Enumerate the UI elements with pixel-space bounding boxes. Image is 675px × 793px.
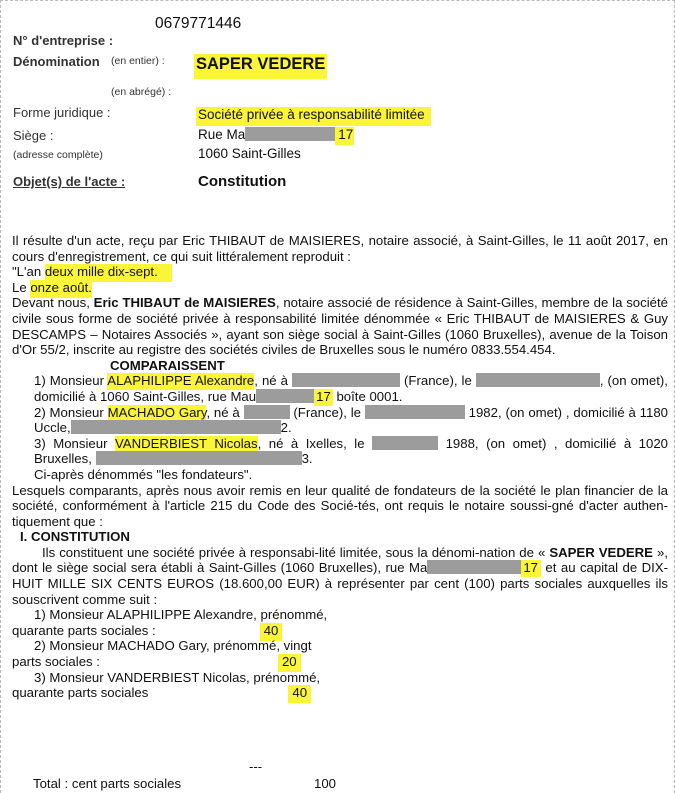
- denomination-label: Dénomination: [13, 54, 100, 69]
- seat-city: 1060 Saint-Gilles: [198, 146, 301, 161]
- notary-paragraph: Devant nous, Eric THIBAUT de MAISIERES, notaire associé de résidence à Saint-Gilles, membre de la société civile sous forme de société privée à responsabilité limitée dénommée « Eric THIBAUT de MAISIERES & Guy DESCAMPS – Notaires Associés », ayant son siège social à Saint-Gilles (1060 Bruxelles), avenue de la Toison d'Or 55/2, inscrite au registre des sociétés civiles de Bruxelles sous le numéro 0833.554.454.: [12, 295, 668, 358]
- redaction-block: [292, 373, 400, 387]
- comparaissent-heading: COMPARAISSENT: [110, 357, 225, 373]
- redaction-block: [476, 373, 600, 387]
- party-2: 2) Monsieur MACHADO Gary, né à (France), le 1982, (on omet) , domicilié à 1180 Uccle, 2.: [34, 404, 668, 436]
- intro-paragraph: Il résulte d'un acte, reçu par Eric THIBAUT de MAISIERES, notaire associé, à Saint-Gilles, le 11 août 2017, en cours d'enregistrement, ce qui suit littéralement reproduit :: [12, 233, 668, 264]
- subscription-3-line: 3) Monsieur VANDERBIEST Nicolas, prénommé,: [34, 669, 321, 685]
- seat-street-number: 17: [335, 127, 354, 145]
- object-label: Objet(s) de l'acte :: [13, 174, 126, 189]
- company-number: 0679771446: [155, 15, 242, 32]
- redaction-block: [96, 451, 302, 465]
- founders-line: Ci-après dénommés "les fondateurs".: [34, 466, 253, 482]
- redaction-block: [71, 420, 281, 434]
- constitution-street-number: 17: [521, 560, 541, 577]
- total-label: Total : cent parts sociales: [33, 776, 182, 791]
- redaction-block: [256, 389, 314, 403]
- subscription-2-shares: parts sociales : 20: [12, 654, 668, 670]
- deed-body: [12, 233, 668, 701]
- company-number-label: N° d'entreprise :: [13, 33, 114, 48]
- subscription-2-count: 20: [278, 654, 301, 672]
- party-3-name: VANDERBIEST Nicolas: [114, 435, 258, 451]
- total-value: 100: [314, 776, 337, 791]
- subscription-2-line: 2) Monsieur MACHADO Gary, prénommé, vingt: [34, 638, 312, 654]
- legal-form-value: Société privée à responsabilité limitée: [196, 107, 431, 126]
- year-line: "L'an deux mille dix-sept.: [12, 264, 668, 280]
- date-line: Le onze août.: [12, 280, 668, 296]
- redaction-block: [244, 405, 290, 419]
- party-1-name: ALAPHILIPPE Alexandre: [107, 373, 255, 389]
- subscription-1-line: 1) Monsieur ALAPHILIPPE Alexandre, prénommé,: [34, 607, 328, 623]
- section-constitution-heading: I. CONSTITUTION: [20, 529, 130, 545]
- redaction-block: [365, 405, 465, 419]
- seat-label: Siège :: [13, 128, 54, 143]
- object-value: Constitution: [198, 173, 287, 190]
- subscription-1-count: 40: [260, 623, 283, 641]
- subscription-3-shares: quarante parts sociales 40: [12, 685, 668, 701]
- founders-request-paragraph: Lesquels comparants, après nous avoir remis en leur qualité de fondateurs de la société le plan financier de la société, conformément à l'article 215 du Code des Socié-tés, ont requis le notaire soussi-gné d'acter authen-tiquement que :: [12, 482, 668, 529]
- separator-dashes: ---: [249, 759, 263, 774]
- redaction-block: [245, 127, 335, 141]
- subscription-3-count: 40: [288, 685, 311, 703]
- date-highlight: onze août.: [30, 280, 92, 298]
- party-3: 3) Monsieur VANDERBIEST Nicolas, né à Ixelles, le 1988, (on omet) , domicilié à 1020 Bruxelles, 3.: [34, 435, 668, 467]
- seat-street-prefix: Rue Ma: [198, 127, 246, 142]
- short-name-label: (en abrégé) :: [111, 86, 172, 98]
- seat-street: [198, 127, 354, 142]
- party-1: 1) Monsieur ALAPHILIPPE Alexandre, né à (France), le , (on omet), domicilié à 1060 Saint-Gilles, rue Mau 17 boîte 0001.: [34, 373, 668, 404]
- subscription-1-shares: quarante parts sociales : 40: [12, 623, 668, 639]
- party-1-number: 17: [316, 388, 331, 404]
- party-2-name: MACHADO Gary: [107, 404, 207, 420]
- redaction-block: [427, 560, 521, 574]
- seat-sub-label: (adresse complète): [13, 149, 103, 161]
- company-name-inline: SAPER VEDERE: [549, 544, 653, 560]
- constitution-paragraph: Ils constituent une société privée à responsabi-lité limitée, sous la dénomi-nation de « SAPER VEDERE », dont le siège social sera établi à Saint-Gilles (1060 Bruxelles), rue Ma 17 et au capital de DIX-HUIT MILLE SIX CENTS EUROS (18.600,00 EUR) à représenter par cent (100) parts sociales auxquelles ils souscrivent comme suit :: [12, 544, 668, 607]
- notary-name: Eric THIBAUT de MAISIERES: [93, 295, 276, 311]
- year-highlight: deux mille dix-sept.: [45, 264, 172, 282]
- redaction-block: [372, 436, 438, 450]
- company-name: SAPER VEDERE: [194, 54, 327, 79]
- legal-form-label: Forme juridique :: [13, 105, 111, 120]
- full-name-label: (en entier) :: [111, 55, 165, 67]
